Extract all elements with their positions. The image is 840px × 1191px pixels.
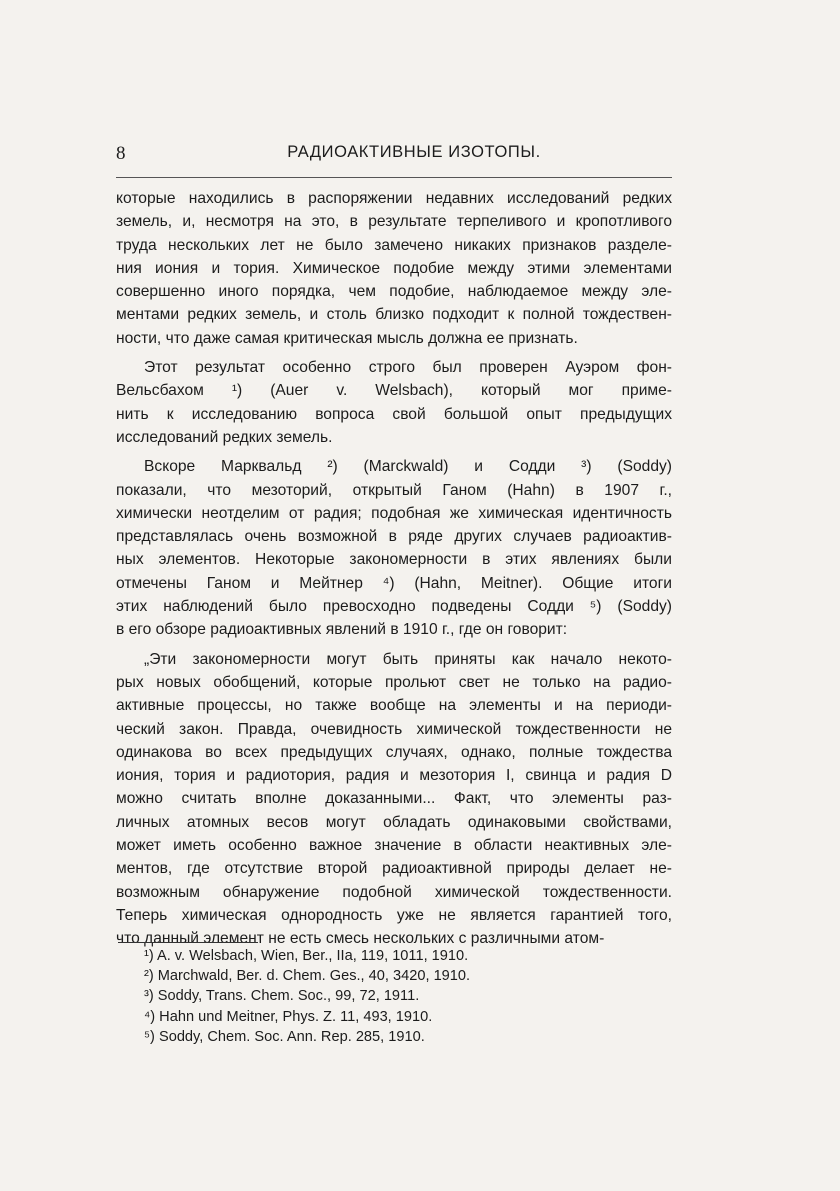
text-line: одинакова во всех предыдущих случаях, однако, полные тождества bbox=[116, 743, 672, 761]
footnote-4: ⁴) Hahn und Meitner, Phys. Z. 11, 493, 1910. bbox=[144, 1008, 433, 1025]
text-line: можно считать вполне доказанными... Факт, что элементы раз- bbox=[116, 790, 672, 808]
text-line: ментов, где отсутствие второй радиоактивной природы делает не- bbox=[116, 860, 672, 878]
paragraph bbox=[116, 356, 672, 449]
footnote-2: ²) Marchwald, Ber. d. Chem. Ges., 40, 3420, 1910. bbox=[144, 968, 471, 985]
paragraph bbox=[116, 648, 672, 951]
text-line: ния иония и тория. Химическое подобие между этими элементами bbox=[116, 259, 672, 277]
text-line: земель, и, несмотря на это, в результате терпеливого и кропотливого bbox=[116, 213, 672, 231]
footnote-rule bbox=[118, 942, 258, 943]
text-line: Теперь химическая однородность уже не является гарантией того, bbox=[116, 906, 672, 924]
text-line: нить к исследованию вопроса свой большой опыт предыдущих bbox=[116, 405, 672, 423]
text-line: совершенно иного порядка, чем подобие, наблюдаемое между эле- bbox=[116, 283, 672, 301]
page-number: 8 bbox=[116, 143, 126, 164]
header-rule bbox=[116, 177, 672, 178]
footnote-3: ³) Soddy, Trans. Chem. Soc., 99, 72, 1911. bbox=[144, 988, 420, 1005]
text-line: Вскоре Марквальд ²) (Marckwald) и Содди ³) (Soddy) bbox=[144, 458, 672, 476]
text-line: ческий закон. Правда, очевидность химической тождественности не bbox=[116, 720, 672, 738]
text-line: этих наблюдений было превосходно подведены Содди ⁵) (Soddy) bbox=[116, 598, 672, 616]
text-line: представлялась очень возможной в ряде других случаев радиоактив- bbox=[116, 528, 672, 546]
body-text bbox=[116, 187, 672, 957]
running-title: РАДИОАКТИВНЫЕ ИЗОТОПЫ. bbox=[287, 143, 541, 161]
paragraph bbox=[116, 187, 672, 350]
text-line: Этот результат особенно строго был проверен Ауэром фон- bbox=[144, 359, 672, 377]
footnotes bbox=[144, 946, 664, 1047]
text-line: может иметь особенно важное значение в области неактивных эле- bbox=[116, 837, 672, 855]
text-line: показали, что мезоторий, открытый Ганом (Hahn) в 1907 г., bbox=[116, 481, 672, 499]
text-line: иония, тория и радиотория, радия и мезотория I, свинца и радия D bbox=[116, 767, 672, 785]
text-line: Вельсбахом ¹) (Auer v. Welsbach), который мог приме- bbox=[116, 382, 672, 400]
text-line: личных атомных весов могут обладать одинаковыми свойствами, bbox=[116, 813, 672, 831]
text-line: ных элементов. Некоторые закономерности в этих явлениях были bbox=[116, 551, 672, 569]
paragraph bbox=[116, 455, 672, 641]
text-line: „Эти закономерности могут быть приняты как начало некото- bbox=[144, 650, 672, 668]
text-line: которые находились в распоряжении недавних исследований редких bbox=[116, 190, 672, 207]
text-line: что данный элемент не есть смесь нескольких с различными атом- bbox=[116, 930, 605, 948]
text-line: ности, что даже самая критическая мысль должна ее признать. bbox=[116, 329, 578, 347]
text-line: химически неотделим от радия; подобная же химическая идентичность bbox=[116, 504, 672, 522]
text-line: труда нескольких лет не было замечено никаких признаков разделе- bbox=[116, 236, 672, 254]
text-line: рых новых обобщений, которые прольют свет не только на радио- bbox=[116, 673, 672, 691]
text-line: активные процессы, но также вообще на элементы и на периоди- bbox=[116, 697, 672, 715]
footnote-1: ¹) A. v. Welsbach, Wien, Ber., IIa, 119, 1011, 1910. bbox=[144, 948, 469, 964]
text-line: ментами редких земель, и столь близко подходит к полной тождествен- bbox=[116, 306, 672, 324]
text-line: исследований редких земель. bbox=[116, 428, 333, 446]
page-header bbox=[116, 143, 672, 167]
text-line: отмечены Ганом и Мейтнер ⁴) (Hahn, Meitner). Общие итоги bbox=[116, 574, 672, 592]
footnote-5: ⁵) Soddy, Chem. Soc. Ann. Rep. 285, 1910. bbox=[144, 1028, 425, 1045]
text-line: в его обзоре радиоактивных явлений в 1910 г., где он говорит: bbox=[116, 621, 568, 639]
text-line: возможным обнаружение подобной химической тождественности. bbox=[116, 883, 672, 901]
